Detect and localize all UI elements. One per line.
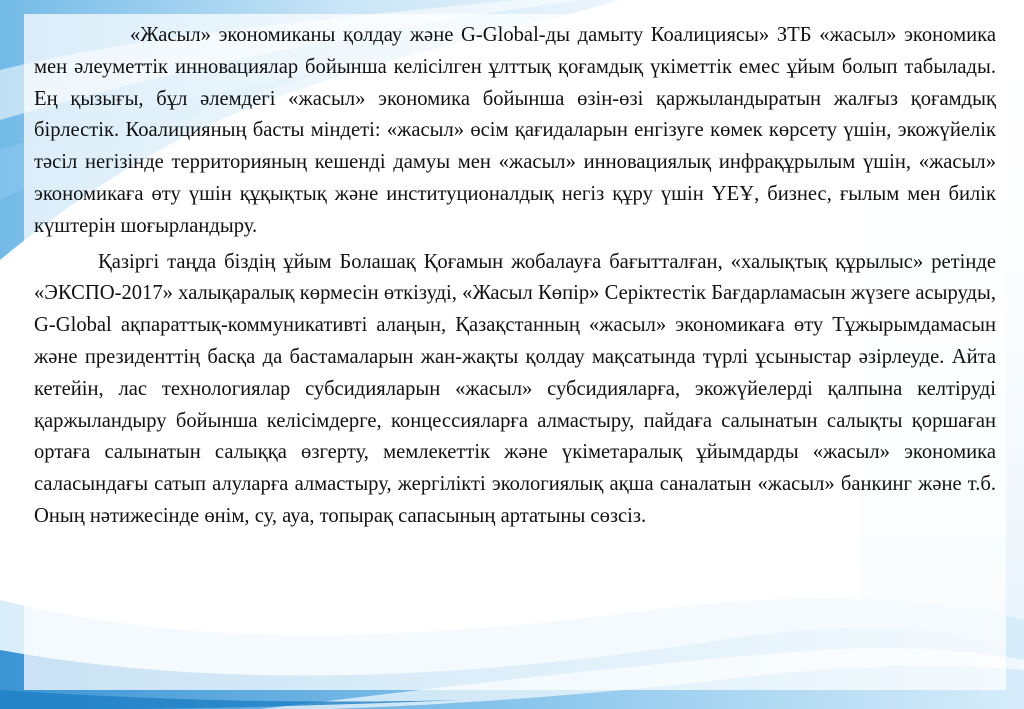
paragraph-2: Қазіргі таңда біздің ұйым Болашақ Қоғамын жобалауға бағытталған, «халықтық құрылыс» ретінде «ЭКСПО-2017» халықаралық көрмесін өткізуді, «Жасыл Көпір» Серіктестік Бағдарламасын жүзеге асыруды, G-Global ақпараттық-коммуникативті алаңын, Қазақстанның «жасыл» экономикаға өту Тұжырымдамасын және президенттің басқа да бастамаларын жан-жақты қолдау мақсатында түрлі ұсыныстар әзірлеуде. Айта кетейін, лас технологиялар субсидияларын «жасыл» субсидияларға, экожүйелерді қалпына келтіруді қаржыландыру бойынша келісімдерге, концессияларға алмастыру, пайдаға салынатын салықты қоршаған ортаға салынатын салыққа өзгерту, мемлекеттік және үкіметаралық ұйымдарды «жасыл» экономика саласындағы сатып алуларға алмастыру, жергілікті экологиялық ақша саналатын «жасыл» банкинг және т.б. Оның нәтижесінде өнім, су, ауа, топырақ сапасының артатыны сөзсіз. — [34, 250, 996, 527]
text-content — [34, 20, 996, 533]
paragraph-1: «Жасыл» экономиканы қолдау және G-Global-ды дамыту Коалициясы» ЗТБ «жасыл» экономика мен әлеуметтік инновациялар бойынша келісілген ұлттық қоғамдық үкіметтік емес ұйым болып табылады. Ең қызығы, бұл әлемдегі «жасыл» экономика бойынша өзін-өзі қаржыландыратын жалғыз қоғамдық бірлестік. Коалицияның басты міндеті: «жасыл» өсім қағидаларын енгізуге көмек көрсету үшін, экожүйелік тәсіл негізінде территорияның кешенді дамуы мен «жасыл» инновациялық инфрақұрылым үшін, «жасыл» экономикаға өту үшін құқықтық және институционалдық негіз құру үшін ҮЕҰ, бизнес, ғылым мен билік күштерін шоғырландыру. — [34, 24, 996, 237]
